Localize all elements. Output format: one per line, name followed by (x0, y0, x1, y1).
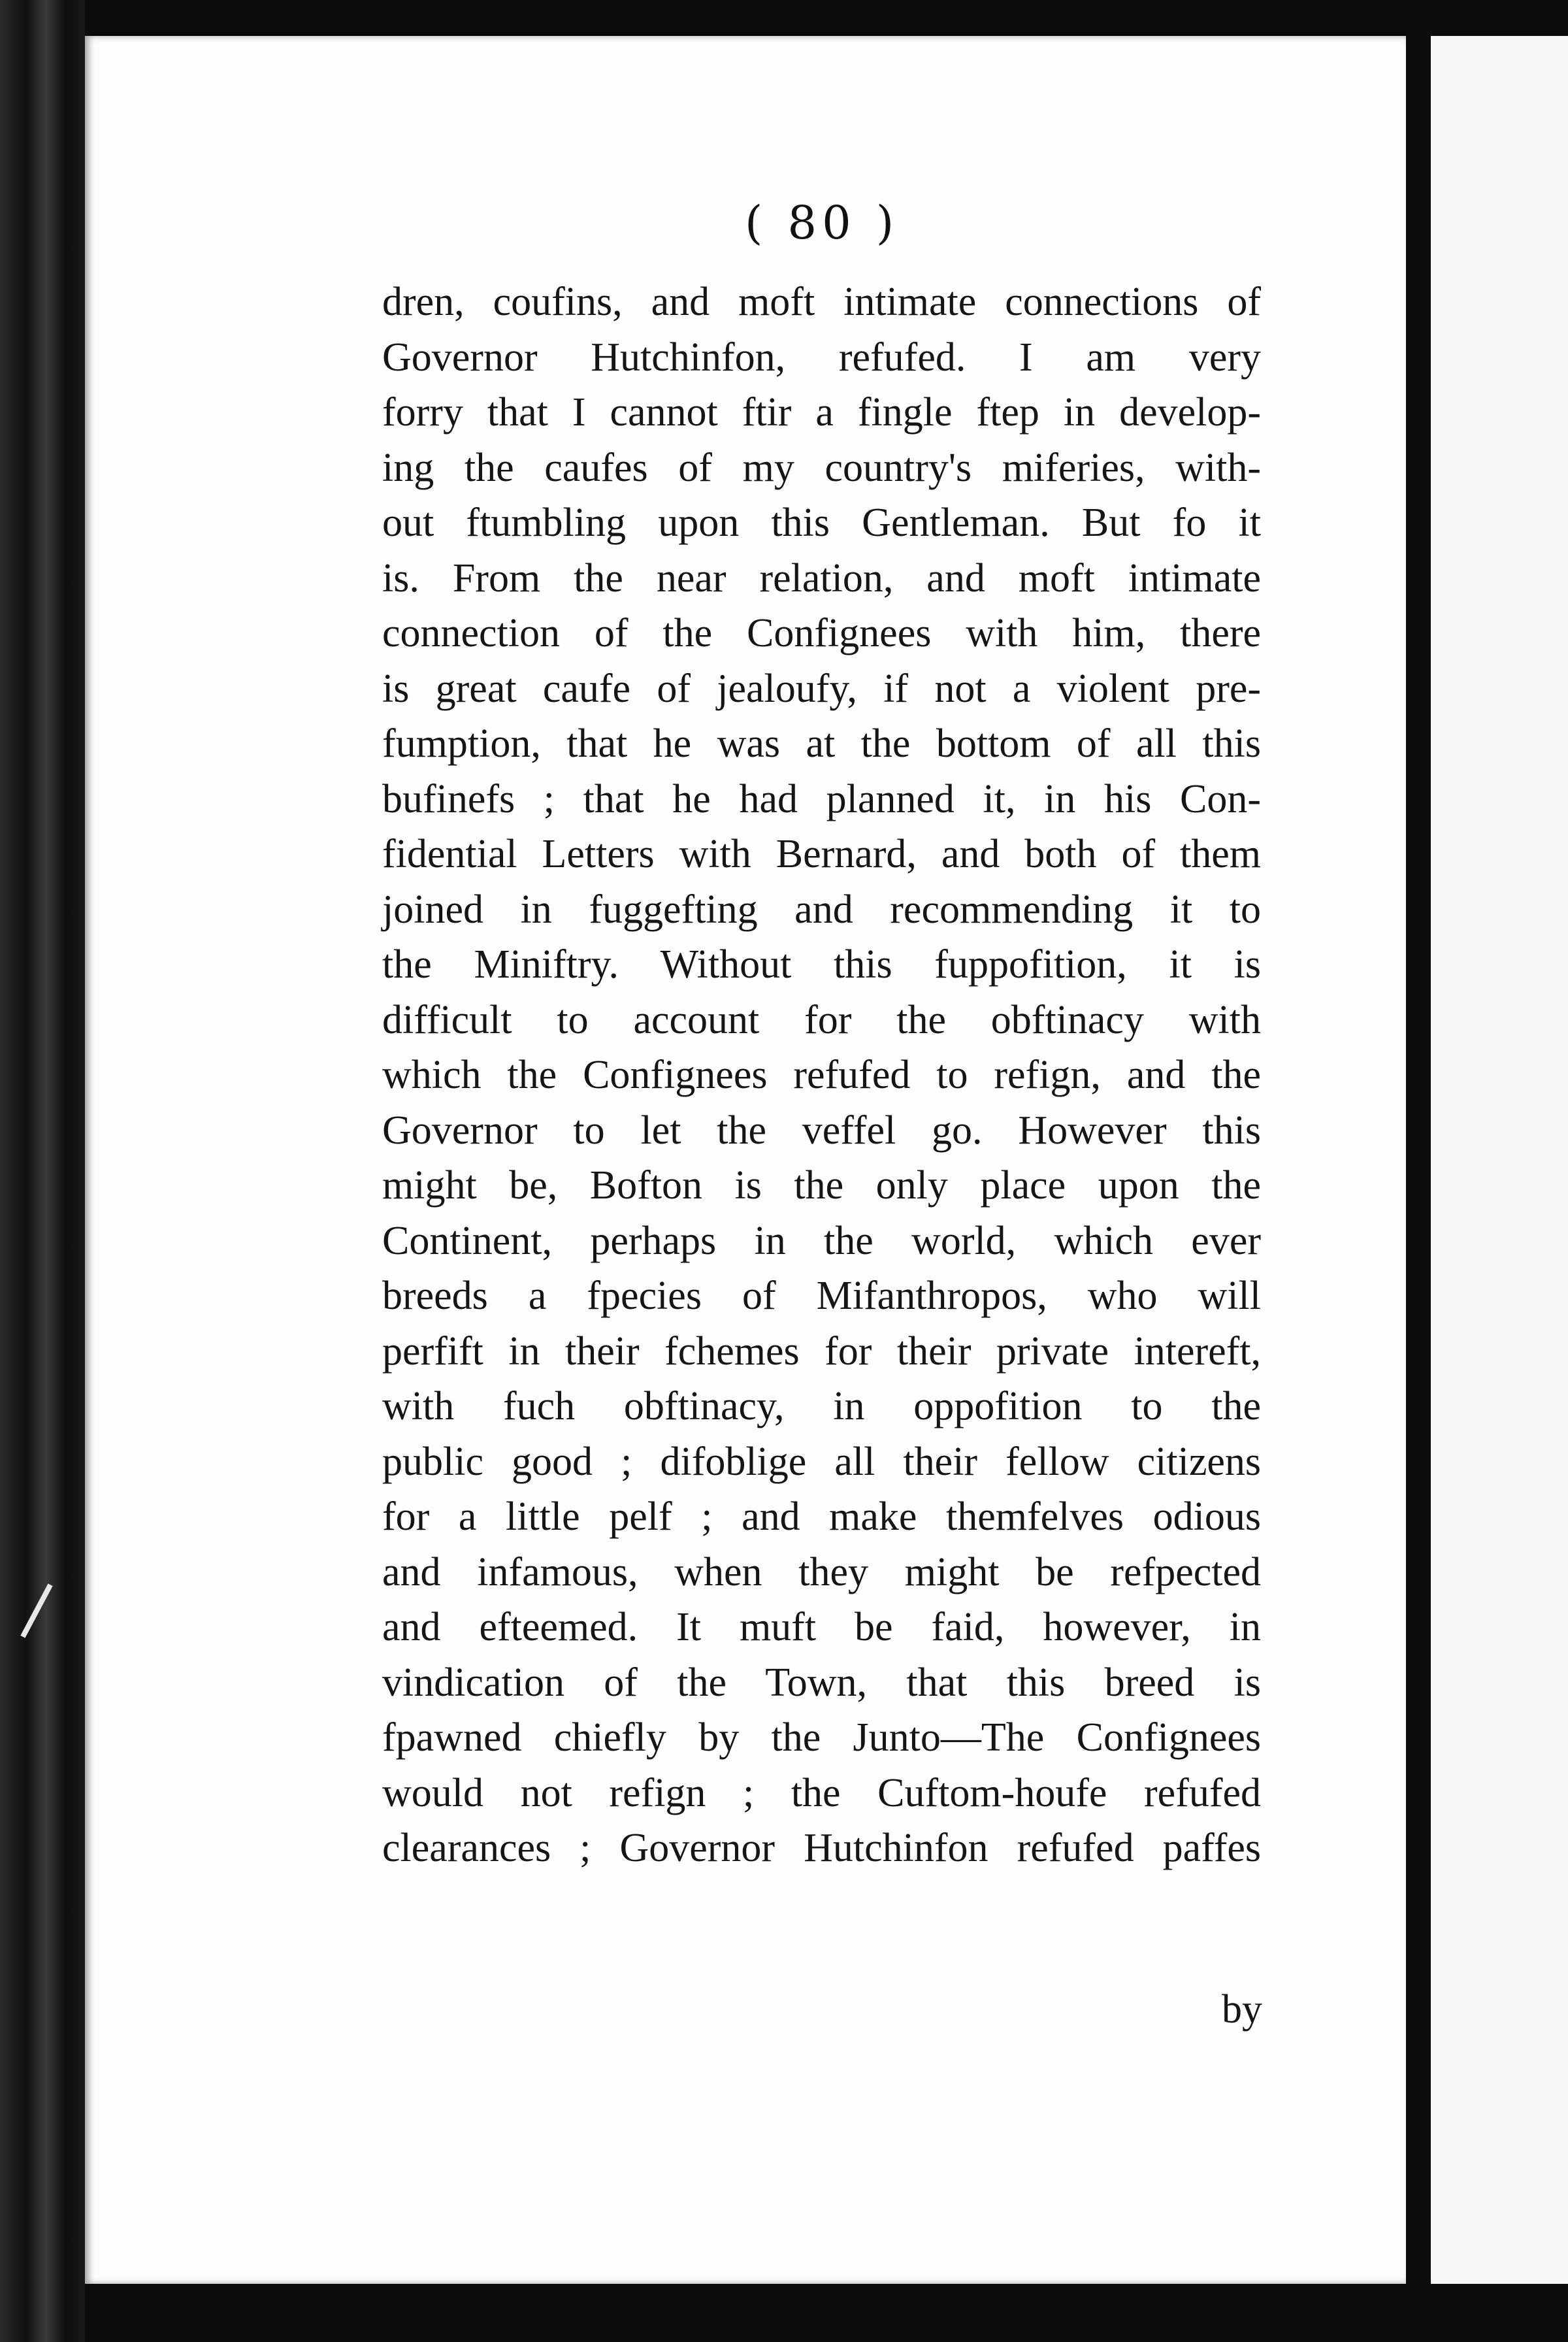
text-line: for a little pelf ; and make themfelves odious (382, 1494, 1261, 1539)
text-line: Governor Hutchinfon, refufed. I am very (382, 335, 1261, 380)
body-text (382, 274, 1261, 1876)
text-line: fumption, that he was at the bottom of all this (382, 721, 1261, 766)
text-line: out ftumbling upon this Gentleman. But fo it (382, 501, 1261, 545)
text-line: forry that I cannot ftir a fingle ftep in develop- (382, 390, 1261, 435)
text-line: public good ; difoblige all their fellow citizens (382, 1439, 1261, 1484)
text-line: connection of the Confignees with him, there (382, 611, 1261, 655)
page-gutter (1418, 0, 1431, 2342)
text-line: is. From the near relation, and moft intimate (382, 555, 1261, 601)
text-line: dren, coufins, and moft intimate connections of (382, 280, 1261, 324)
text-line: vindication of the Town, that this breed is (382, 1660, 1261, 1705)
text-line: the Miniftry. Without this fuppofition, it is (382, 942, 1261, 987)
book-binding-edge (0, 0, 85, 2342)
text-line: perfift in their fchemes for their private intereft, (382, 1328, 1261, 1374)
text-line: difficult to account for the obftinacy with (382, 997, 1261, 1042)
facing-page-edge (1431, 36, 1568, 2284)
text-line: breeds a fpecies of Mifanthropos, who will (382, 1274, 1261, 1318)
text-line: and efteemed. It muft be faid, however, in (382, 1605, 1261, 1649)
text-line: joined in fuggefting and recommending it to (382, 887, 1261, 932)
text-line: with fuch obftinacy, in oppofition to the (382, 1384, 1261, 1428)
text-line: Governor to let the veffel go. However this (382, 1108, 1261, 1153)
text-line: clearances ; Governor Hutchinfon refufed paffes (382, 1826, 1261, 1870)
text-line: and infamous, when they might be refpected (382, 1549, 1261, 1594)
text-line: is great caufe of jealoufy, if not a violent pre- (382, 666, 1261, 711)
text-line: Continent, perhaps in the world, which ever (382, 1218, 1261, 1263)
text-line: fidential Letters with Bernard, and both of them (382, 832, 1261, 876)
text-line: fpawned chiefly by the Junto—The Confignees (382, 1715, 1261, 1760)
text-line: might be, Bofton is the only place upon the (382, 1163, 1261, 1208)
text-line: would not refign ; the Cuftom-houfe refufed (382, 1770, 1261, 1815)
text-line: ing the caufes of my country's miferies, with- (382, 445, 1261, 490)
text-line: bufinefs ; that he had planned it, in his Con- (382, 776, 1261, 821)
text-line: which the Confignees refufed to refign, and the (382, 1053, 1261, 1097)
page-number: ( 80 ) (745, 196, 900, 250)
catchword: by (1222, 1987, 1262, 2032)
